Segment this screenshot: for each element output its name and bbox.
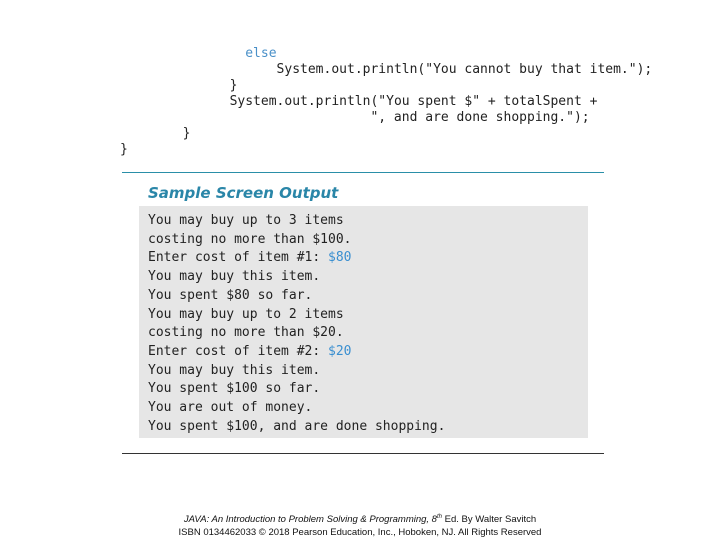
footer-author: Ed. By Walter Savitch (441, 514, 537, 526)
user-input: $80 (328, 250, 352, 266)
code-line (120, 46, 652, 62)
output-line (148, 343, 445, 362)
output-text: You spent $100 so far. (148, 381, 321, 397)
code-text: } (182, 126, 191, 141)
output-line (148, 324, 445, 343)
footer-edition-suffix: th (436, 514, 442, 520)
output-line (148, 399, 445, 418)
output-line (148, 268, 445, 287)
code-line (120, 126, 652, 142)
bottom-divider (122, 453, 604, 454)
code-text: ", and are done shopping."); (370, 110, 590, 125)
sample-output-lines (148, 212, 445, 436)
footer-copyright: ISBN 0134462033 © 2018 Pearson Education, Inc., Hoboken, NJ. All Rights Reserved (178, 527, 542, 538)
code-text: } (120, 142, 128, 157)
code-line (120, 94, 652, 110)
output-line (148, 212, 445, 231)
code-keyword: else (245, 46, 277, 61)
output-text: You spent $80 so far. (148, 287, 313, 303)
output-text: You are out of money. (148, 400, 313, 416)
code-text: System.out.println("You cannot buy that item."); (276, 62, 653, 77)
output-line (148, 287, 445, 306)
code-text: System.out.println("You spent $" + totalSpent + (229, 94, 598, 109)
output-text: You may buy up to 3 items (148, 213, 344, 228)
sample-output-panel (139, 206, 588, 438)
code-line (120, 142, 652, 158)
output-text: You may buy this item. (148, 269, 321, 285)
footer-book-title: JAVA: An Introduction to Problem Solving & Programming, 8 (183, 514, 437, 526)
user-input: $20 (328, 343, 352, 359)
output-text: costing no more than $20. (148, 325, 344, 341)
code-text: } (229, 78, 238, 93)
output-text: costing no more than $100. (148, 231, 352, 247)
output-line (148, 418, 445, 437)
output-line (148, 362, 445, 381)
output-text: Enter cost of item #1: (148, 250, 329, 266)
sample-output-title: Sample Screen Output (148, 184, 339, 202)
output-line (148, 306, 445, 325)
output-line (148, 249, 445, 268)
code-listing (120, 46, 652, 158)
footer-citation (0, 514, 720, 525)
code-line (120, 110, 652, 126)
output-line (148, 231, 445, 250)
output-text: You may buy up to 2 items (148, 306, 344, 322)
output-text: You may buy this item. (148, 362, 321, 378)
code-line (120, 62, 652, 78)
output-text: Enter cost of item #2: (148, 343, 329, 359)
output-line (148, 380, 445, 399)
top-divider (122, 172, 604, 173)
code-line (120, 78, 652, 94)
output-text: You spent $100, and are done shopping. (148, 418, 446, 434)
